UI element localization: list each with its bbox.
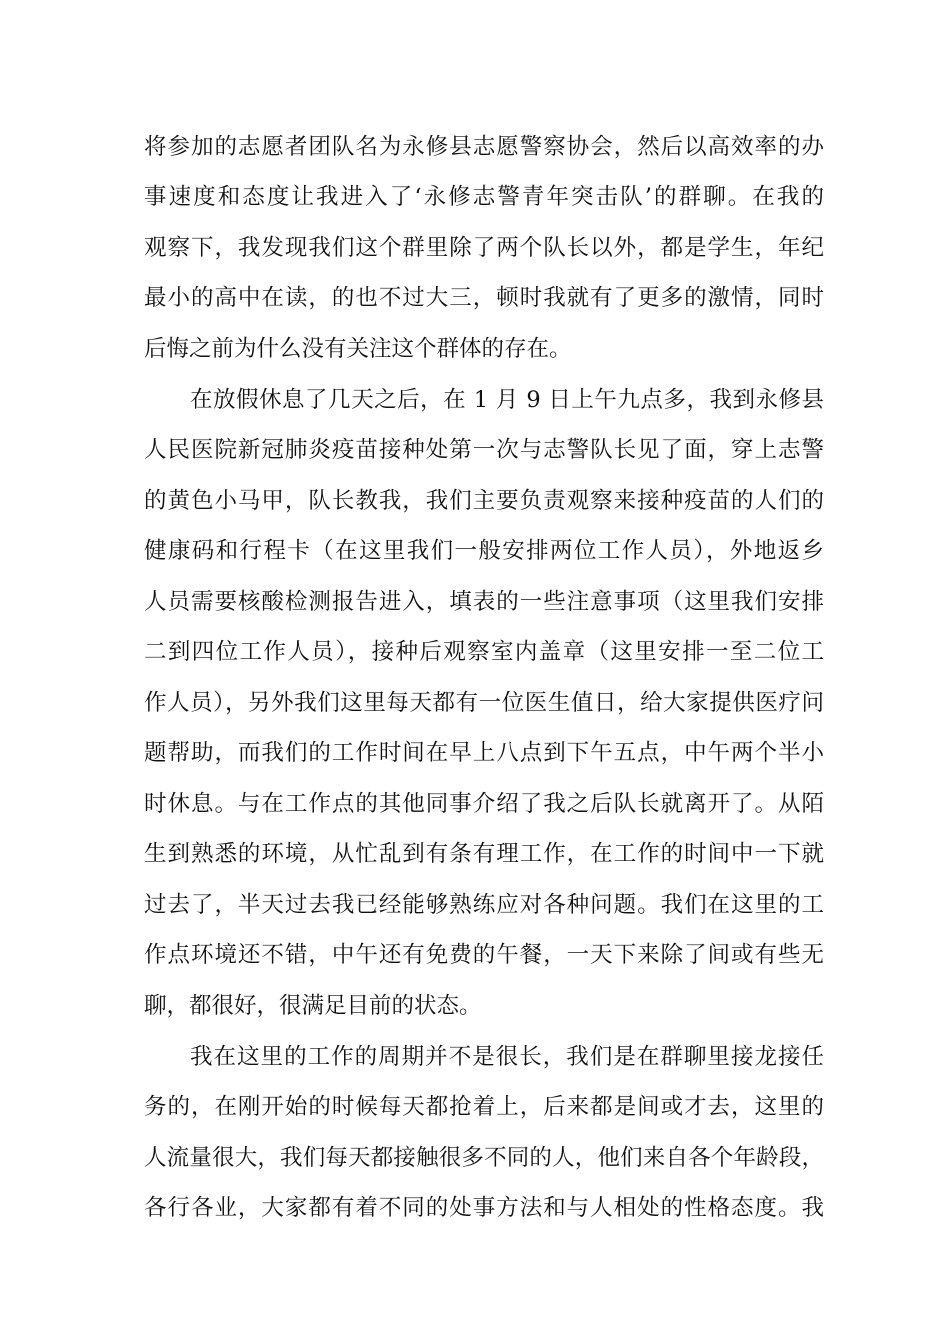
paragraph-2-line-4: 健康码和行程卡（在这里我们一般安排两位工作人员），外地返乡 <box>144 538 824 564</box>
paragraph-1-line-2: 事速度和态度让我进入了‘永修志警青年突击队’的群聊。在我的 <box>144 184 824 210</box>
paragraph-2-line-3: 的黄色小马甲，队长教我，我们主要负责观察来接种疫苗的人们的 <box>144 488 824 514</box>
paragraph-2-line-5: 人员需要核酸检测报告进入，填表的一些注意事项（这里我们安排 <box>144 589 824 615</box>
paragraph-2-line-6: 二到四位工作人员），接种后观察室内盖章（这里安排一至二位工 <box>144 639 824 665</box>
paragraph-3-line-4: 各行各业，大家都有着不同的处事方法和与人相处的性格态度。我 <box>144 1195 824 1221</box>
paragraph-2-line-9: 时休息。与在工作点的其他同事介绍了我之后队长就离开了。从陌 <box>144 791 824 817</box>
paragraph-2-line-11: 过去了，半天过去我已经能够熟练应对各种问题。我们在这里的工 <box>144 892 824 918</box>
paragraph-1-line-4: 最小的高中在读，的也不过大三，顿时我就有了更多的激情，同时 <box>144 285 824 311</box>
paragraph-3-line-1: 我在这里的工作的周期并不是很长，我们是在群聊里接龙接任 <box>190 1044 824 1070</box>
paragraph-1-line-5: 后悔之前为什么没有关注这个群体的存在。 <box>144 336 572 362</box>
paragraph-2-line-7: 作人员），另外我们这里每天都有一位医生值日，给大家提供医疗问 <box>144 690 824 716</box>
paragraph-3-line-2: 务的，在刚开始的时候每天都抢着上，后来都是间或才去，这里的 <box>144 1094 824 1120</box>
paragraph-2-line-8: 题帮助，而我们的工作时间在早上八点到下午五点，中午两个半小 <box>144 740 824 766</box>
paragraph-2-line-12: 作点环境还不错，中午还有免费的午餐，一天下来除了间或有些无 <box>144 942 824 968</box>
paragraph-2-line-2: 人民医院新冠肺炎疫苗接种处第一次与志警队长见了面，穿上志警 <box>144 437 824 463</box>
paragraph-1-line-3: 观察下，我发现我们这个群里除了两个队长以外，都是学生，年纪 <box>144 235 824 261</box>
paragraph-2-line-13: 聊，都很好，很满足目前的状态。 <box>144 993 482 1019</box>
paragraph-3-line-3: 人流量很大，我们每天都接触很多不同的人，他们来自各个年龄段， <box>144 1145 824 1171</box>
paragraph-2-line-1: 在放假休息了几天之后，在 1 月 9 日上午九点多，我到永修县 <box>190 387 824 413</box>
paragraph-2-line-10: 生到熟悉的环境，从忙乱到有条有理工作，在工作的时间中一下就 <box>144 841 824 867</box>
paragraph-1-line-1: 将参加的志愿者团队名为永修县志愿警察协会，然后以高效率的办 <box>144 134 824 160</box>
